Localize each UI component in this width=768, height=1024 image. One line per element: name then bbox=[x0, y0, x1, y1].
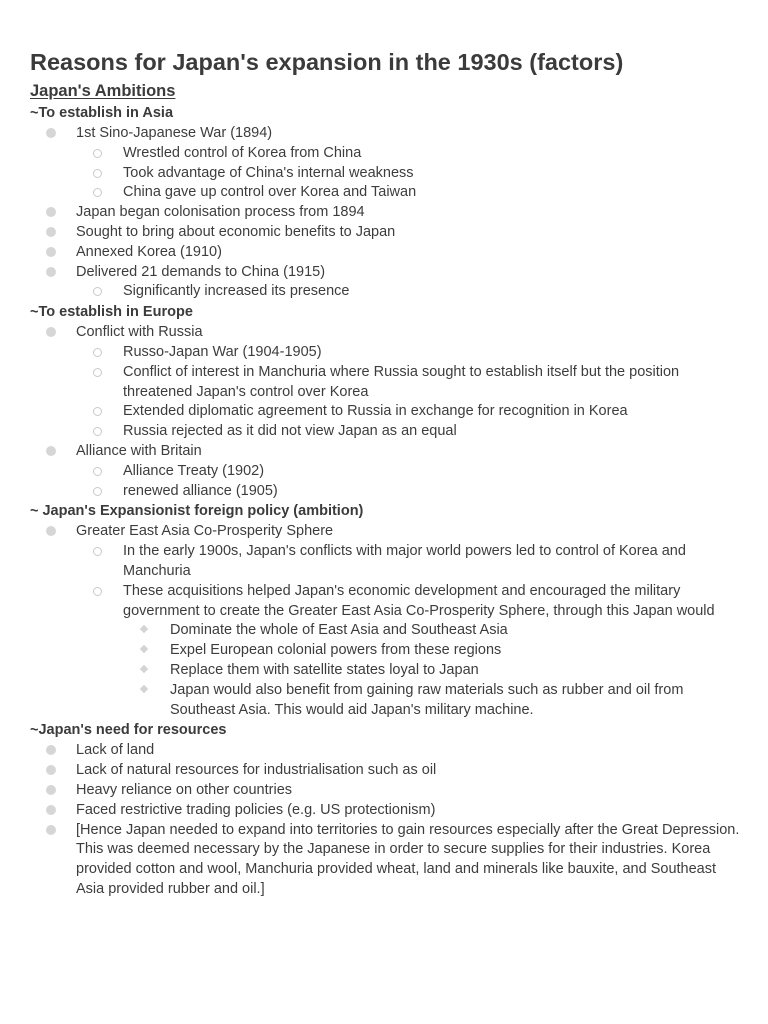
sub-bullet-list bbox=[76, 542, 742, 720]
list-item: Japan began colonisation process from 1894 bbox=[30, 203, 742, 223]
bullet-icon bbox=[46, 227, 56, 237]
sub-bullet-list bbox=[76, 144, 742, 203]
list-item: Alliance with Britain Alliance Treaty (1902) renewed alliance (1905) bbox=[30, 442, 742, 501]
bullet-icon bbox=[46, 785, 56, 795]
sub-sub-bullet-list bbox=[123, 621, 742, 720]
sub-list-item: In the early 1900s, Japan's conflicts with major world powers led to control of Korea and Manchuria bbox=[76, 542, 742, 582]
list-item: Delivered 21 demands to China (1915) Significantly increased its presence bbox=[30, 263, 742, 303]
sub-bullet-list bbox=[76, 282, 742, 302]
diamond-bullet-icon bbox=[140, 684, 148, 692]
bullet-icon bbox=[46, 247, 56, 257]
circle-bullet-icon bbox=[93, 427, 102, 436]
bullet-icon bbox=[46, 745, 56, 755]
bullet-icon bbox=[46, 526, 56, 536]
sub-list-item: Russo-Japan War (1904-1905) bbox=[76, 343, 742, 363]
circle-bullet-icon bbox=[93, 348, 102, 357]
diamond-bullet-icon bbox=[140, 625, 148, 633]
sub-list-item: Wrestled control of Korea from China bbox=[76, 144, 742, 164]
list-item: Lack of natural resources for industrialisation such as oil bbox=[30, 761, 742, 781]
circle-bullet-icon bbox=[93, 587, 102, 596]
list-item: Greater East Asia Co-Prosperity Sphere In the early 1900s, Japan's conflicts with major world powers led to control of Korea and Manchuria These acquisitions helped Japan's economic development and encouraged the military government to create the Greater East Asia Co-Prosperity Sphere, through this Japan would Dominate the whole of East Asia and Southeast Asia Expel European colonial powers from these regions Replace them with satellite states loyal to Japan Japan would also benefit from gaining raw materials such as rubber and oil from Southeast Asia. This would aid Japan's military machine. bbox=[30, 522, 742, 720]
circle-bullet-icon bbox=[93, 287, 102, 296]
document-page bbox=[30, 46, 742, 900]
sub-bullet-list bbox=[76, 462, 742, 502]
sub-list-item: renewed alliance (1905) bbox=[76, 482, 742, 502]
sub-list-item: Alliance Treaty (1902) bbox=[76, 462, 742, 482]
list-item: Lack of land bbox=[30, 741, 742, 761]
bullet-icon bbox=[46, 128, 56, 138]
sub-sub-list-item: Dominate the whole of East Asia and Southeast Asia bbox=[123, 621, 742, 641]
bullet-list bbox=[30, 124, 742, 302]
sub-list-item: China gave up control over Korea and Taiwan bbox=[76, 183, 742, 203]
bullet-list bbox=[30, 522, 742, 720]
circle-bullet-icon bbox=[93, 407, 102, 416]
list-item: Heavy reliance on other countries bbox=[30, 781, 742, 801]
bullet-icon bbox=[46, 805, 56, 815]
sub-list-item: Conflict of interest in Manchuria where Russia sought to establish itself but the position threatened Japan's control over Korea bbox=[76, 363, 742, 403]
sub-list-item: Russia rejected as it did not view Japan as an equal bbox=[76, 422, 742, 442]
sub-list-item: These acquisitions helped Japan's economic development and encouraged the military government to create the Greater East Asia Co-Prosperity Sphere, through this Japan would Dominate the whole of East Asia and Southeast Asia Expel European colonial powers from these regions Replace them with satellite states loyal to Japan Japan would also benefit from gaining raw materials such as rubber and oil from Southeast Asia. This would aid Japan's military machine. bbox=[76, 582, 742, 721]
circle-bullet-icon bbox=[93, 149, 102, 158]
circle-bullet-icon bbox=[93, 547, 102, 556]
list-item: Conflict with Russia Russo-Japan War (1904-1905) Conflict of interest in Manchuria where Russia sought to establish itself but the position threatened Japan's control over Korea Extended diplomatic agreement to Russia in exchange for recognition in Korea Russia rejected as it did not view Japan as an equal bbox=[30, 323, 742, 442]
sub-sub-list-item: Expel European colonial powers from these regions bbox=[123, 641, 742, 661]
sub-sub-list-item: Japan would also benefit from gaining raw materials such as rubber and oil from Southeast Asia. This would aid Japan's military machine. bbox=[123, 681, 742, 721]
section-heading-europe: ~To establish in Europe bbox=[30, 304, 193, 321]
section-heading-asia: ~To establish in Asia bbox=[30, 105, 174, 121]
diamond-bullet-icon bbox=[140, 645, 148, 653]
sub-sub-list-item: Replace them with satellite states loyal to Japan bbox=[123, 661, 742, 681]
sub-list-item: Significantly increased its presence bbox=[76, 282, 742, 302]
section-subtitle: Japan's Ambitions bbox=[30, 82, 176, 100]
bullet-list bbox=[30, 741, 742, 899]
circle-bullet-icon bbox=[93, 169, 102, 178]
bullet-icon bbox=[46, 267, 56, 277]
bullet-list bbox=[30, 323, 742, 501]
bullet-icon bbox=[46, 207, 56, 217]
sub-list-item: Took advantage of China's internal weakness bbox=[76, 164, 742, 184]
list-item: Sought to bring about economic benefits to Japan bbox=[30, 223, 742, 243]
list-item: [Hence Japan needed to expand into territories to gain resources especially after the Great Depression. This was deemed necessary by the Japanese in order to secure supplies for their industries. Korea provided cotton and wool, Manchuria provided wheat, land and minerals like bauxite, and Southeast Asia provided rubber and oil.] bbox=[30, 821, 742, 900]
bullet-icon bbox=[46, 446, 56, 456]
circle-bullet-icon bbox=[93, 467, 102, 476]
circle-bullet-icon bbox=[93, 487, 102, 496]
bullet-icon bbox=[46, 327, 56, 337]
sub-bullet-list bbox=[76, 343, 742, 442]
page-title: Reasons for Japan's expansion in the 1930s (factors) bbox=[30, 49, 624, 75]
bullet-icon bbox=[46, 825, 56, 835]
list-item: Annexed Korea (1910) bbox=[30, 243, 742, 263]
list-item: 1st Sino-Japanese War (1894) Wrestled control of Korea from China Took advantage of China's internal weakness China gave up control over Korea and Taiwan bbox=[30, 124, 742, 203]
section-heading-foreign-policy: ~ Japan's Expansionist foreign policy (ambition) bbox=[30, 503, 364, 520]
list-item: Faced restrictive trading policies (e.g. US protectionism) bbox=[30, 801, 742, 821]
section-heading-resources: ~Japan's need for resources bbox=[30, 722, 227, 739]
circle-bullet-icon bbox=[93, 188, 102, 197]
sub-list-item: Extended diplomatic agreement to Russia in exchange for recognition in Korea bbox=[76, 402, 742, 422]
circle-bullet-icon bbox=[93, 368, 102, 377]
diamond-bullet-icon bbox=[140, 665, 148, 673]
bullet-icon bbox=[46, 765, 56, 775]
